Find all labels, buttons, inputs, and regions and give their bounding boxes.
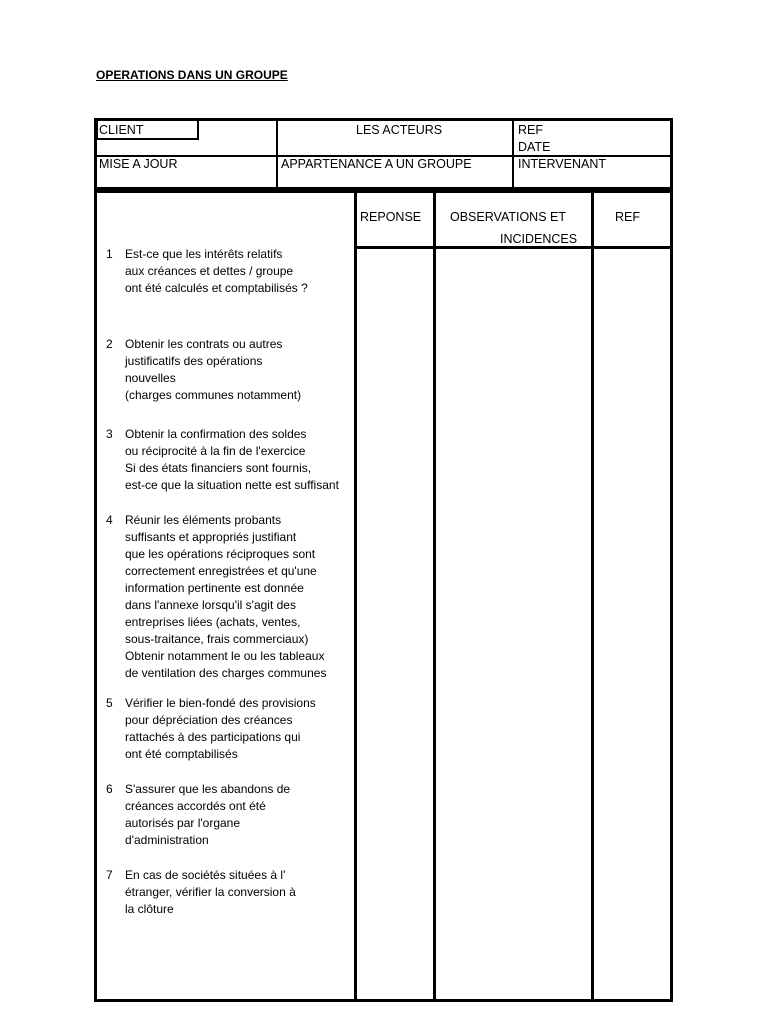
question-number: 6 bbox=[106, 782, 113, 796]
question-text: S'assurer que les abandons de créances accordés ont été autorisés par l'organe d'administration bbox=[125, 782, 291, 847]
column-header-reponse: REPONSE bbox=[360, 210, 422, 224]
column-header-observations: OBSERVATIONS ET bbox=[450, 210, 566, 224]
question-text: Obtenir la confirmation des soldes ou réciprocité à la fin de l'exercice Si des états financiers sont fournis, est-ce que la situation nette est suffisant bbox=[125, 427, 339, 492]
question-number: 5 bbox=[106, 696, 113, 710]
question-number: 1 bbox=[106, 247, 113, 261]
question-text: Obtenir les contrats ou autres justificatifs des opérations nouvelles (charges communes notamment) bbox=[125, 337, 302, 402]
col-divider-ref bbox=[591, 190, 594, 1002]
intervenant-label: INTERVENANT bbox=[518, 157, 606, 171]
header-col-divider-1 bbox=[276, 118, 278, 190]
acteurs-label: LES ACTEURS bbox=[356, 123, 443, 137]
question-number: 2 bbox=[106, 337, 113, 351]
question-text: Est-ce que les intérêts relatifs aux créances et dettes / groupe ont été calculés et comptabilisés ? bbox=[125, 247, 308, 295]
question-number: 3 bbox=[106, 427, 113, 441]
appartenance-label: APPARTENANCE A UN GROUPE bbox=[281, 157, 472, 171]
col-divider-observations bbox=[433, 190, 436, 1002]
col-divider-reponse bbox=[354, 190, 357, 1002]
mise-a-jour-label: MISE A JOUR bbox=[99, 157, 178, 171]
document-title: OPERATIONS DANS UN GROUPE bbox=[96, 68, 288, 82]
question-text: En cas de sociétés situées à l' étranger, vérifier la conversion à la clôture bbox=[125, 868, 296, 916]
question-number: 7 bbox=[106, 868, 113, 882]
date-label: DATE bbox=[518, 140, 551, 154]
question-number: 4 bbox=[106, 513, 113, 527]
ref-label: REF bbox=[518, 123, 543, 137]
header-col-divider-2 bbox=[512, 118, 514, 190]
client-label: CLIENT bbox=[99, 123, 144, 137]
column-header-ref: REF bbox=[615, 210, 640, 224]
question-text: Vérifier le bien-fondé des provisions pour dépréciation des créances rattachés à des participations qui ont été comptabilisés bbox=[125, 696, 316, 761]
column-header-incidences: INCIDENCES bbox=[500, 232, 578, 246]
question-text: Réunir les éléments probants suffisants et appropriés justifiant que les opérations réciproques sont correctement enregistrées et qu'une information pertinente est donnée dans l'annexe lorsqu'il s'agit des entreprises liées (achats, ventes, sous-traitance, frais commerciaux) Obtenir notamment le ou les tableaux de ventilation des charges communes bbox=[125, 513, 327, 680]
